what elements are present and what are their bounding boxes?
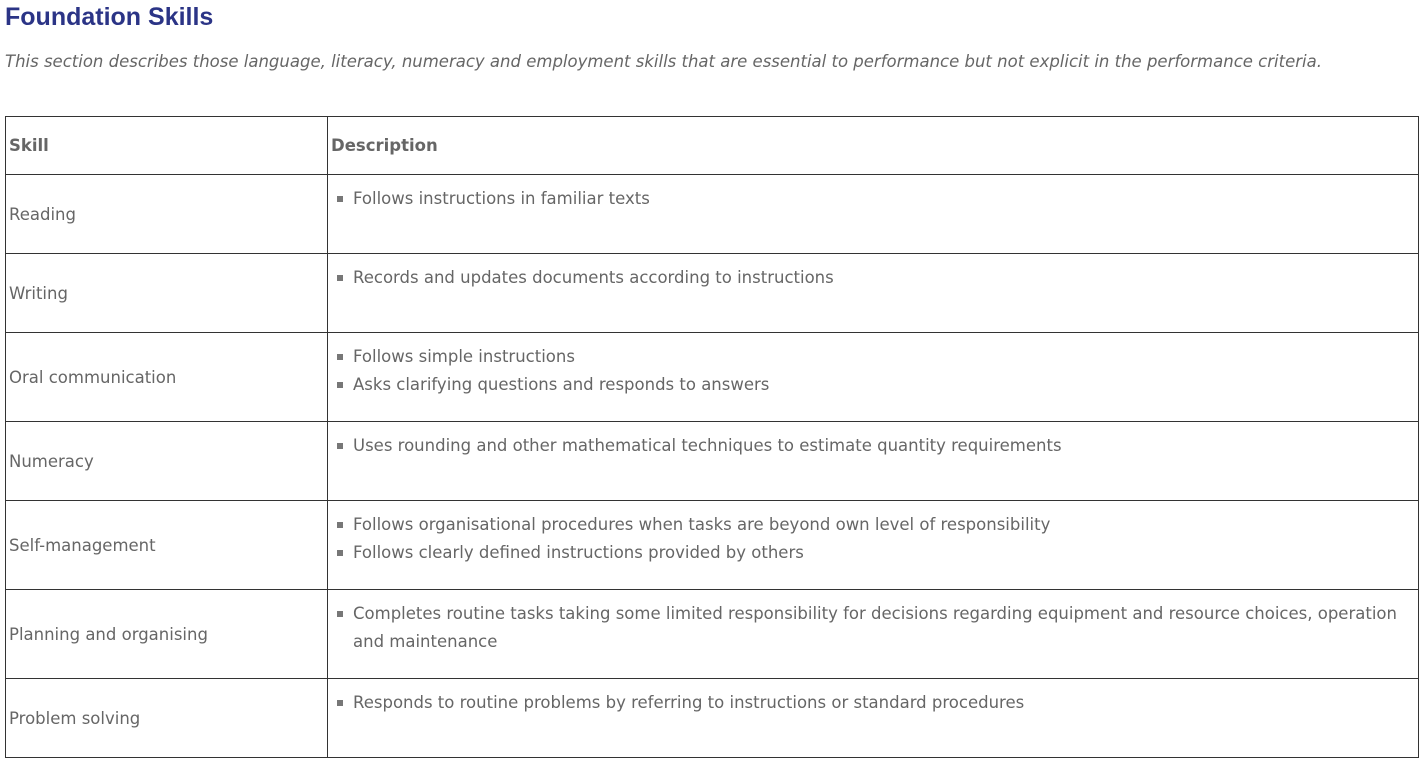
skill-cell: Oral communication (6, 333, 328, 422)
list-item: Uses rounding and other mathematical techniques to estimate quantity requirements (353, 432, 1415, 460)
list-item: Responds to routine problems by referring to instructions or standard procedures (353, 689, 1415, 717)
skill-cell: Reading (6, 175, 328, 254)
description-cell (328, 590, 1419, 679)
description-list (331, 600, 1415, 656)
section-intro: This section describes those language, literacy, numeracy and employment skills that are essential to performance but not explicit in the performance criteria. (5, 52, 1322, 71)
list-item: Follows simple instructions (353, 343, 1415, 371)
header-skill: Skill (6, 117, 328, 175)
description-list (331, 511, 1415, 567)
description-list (331, 343, 1415, 399)
skill-cell: Self-management (6, 501, 328, 590)
description-cell (328, 175, 1419, 254)
skill-cell: Writing (6, 254, 328, 333)
header-description: Description (328, 117, 1419, 175)
table-row (6, 590, 1419, 679)
list-item: Follows instructions in familiar texts (353, 185, 1415, 213)
list-item: Follows organisational procedures when tasks are beyond own level of responsibility (353, 511, 1415, 539)
list-item: Completes routine tasks taking some limited responsibility for decisions regarding equipment and resource choices, operation and maintenance (353, 600, 1415, 656)
description-list (331, 689, 1415, 717)
table-row (6, 501, 1419, 590)
description-list (331, 185, 1415, 213)
table-row (6, 254, 1419, 333)
skill-cell: Planning and organising (6, 590, 328, 679)
table-row (6, 422, 1419, 501)
table-row (6, 175, 1419, 254)
list-item: Follows clearly defined instructions provided by others (353, 539, 1415, 567)
skill-cell: Problem solving (6, 679, 328, 758)
table-row (6, 333, 1419, 422)
description-list (331, 264, 1415, 292)
skill-cell: Numeracy (6, 422, 328, 501)
page-title: Foundation Skills (5, 3, 214, 31)
description-cell (328, 422, 1419, 501)
description-list (331, 432, 1415, 460)
table-header-row (6, 117, 1419, 175)
description-cell (328, 254, 1419, 333)
description-cell (328, 501, 1419, 590)
list-item: Records and updates documents according to instructions (353, 264, 1415, 292)
description-cell (328, 679, 1419, 758)
list-item: Asks clarifying questions and responds to answers (353, 371, 1415, 399)
table-row (6, 679, 1419, 758)
description-cell (328, 333, 1419, 422)
foundation-skills-table (5, 116, 1419, 758)
